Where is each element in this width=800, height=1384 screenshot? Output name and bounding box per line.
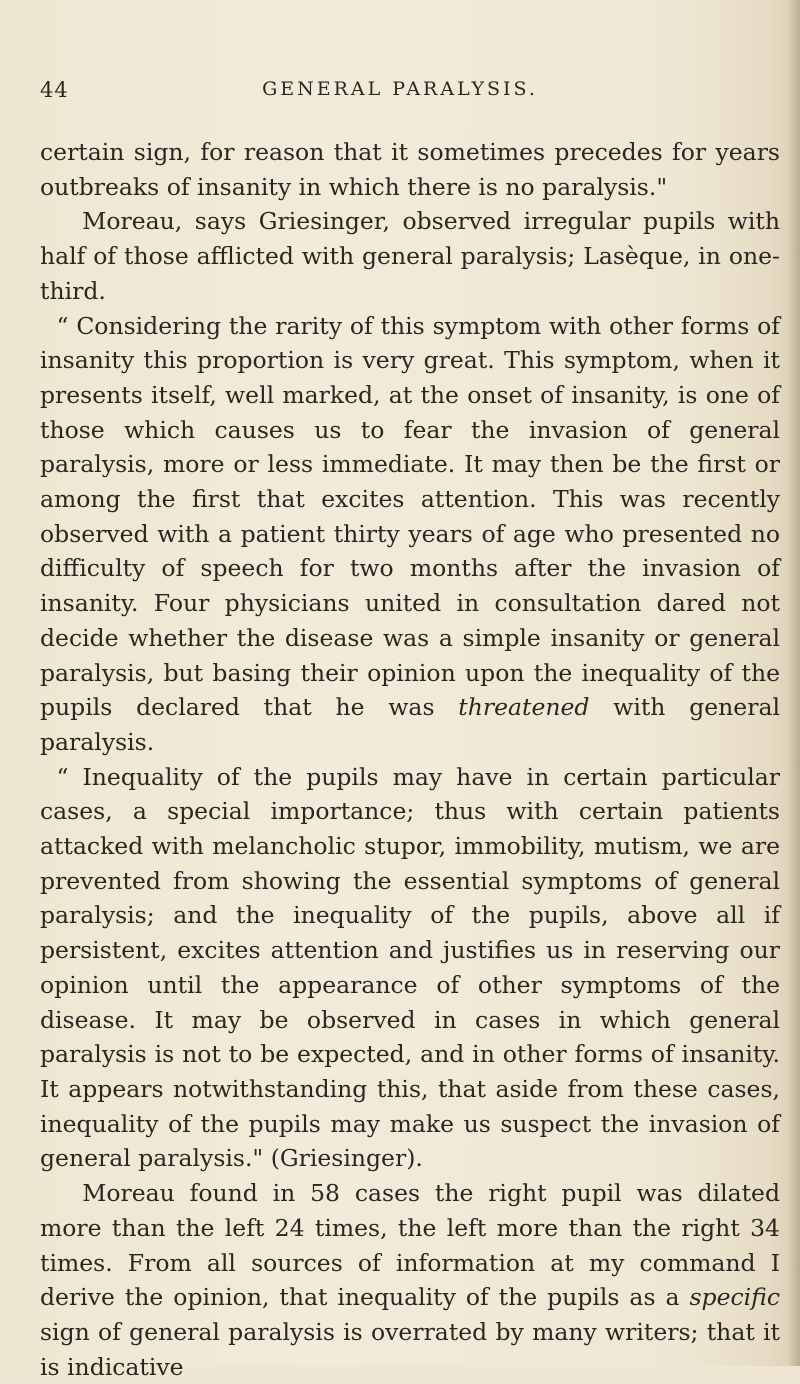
page-edge: [786, 0, 800, 1366]
page-header: [40, 78, 760, 114]
paragraph-3-tail: with general paralysis.: [40, 693, 780, 756]
paragraph-4: “ Inequality of the pupils may have in certain particular cases, a special importance; thus with certain patients attacked with melancholic stupor, immobility, mutism, we are prevented from showing the essential symptoms of general paralysis; and the inequality of the pupils, above all if persistent, excites attention and justifies us in reserving our opinion until the appearance of other symptoms of the disease. It may be observed in cases in which general paralysis is not to be expected, and in other forms of insanity. It appears notwithstanding this, that aside from these cases, inequality of the pupils may make us suspect the invasion of general paralysis." (Griesinger).: [40, 762, 780, 1173]
paragraph-3: [40, 309, 780, 760]
paragraph-1: certain sign, for reason that it sometimes precedes for years outbreaks of insanity in which there is no paralysis.": [40, 138, 780, 201]
paragraph-2: Moreau, says Griesinger, observed irregular pupils with half of those afflicted with general paralysis; Lasèque, in one-third.: [40, 207, 780, 305]
emphasis-threatened: threatened: [458, 693, 590, 722]
paragraph-5: [40, 1176, 780, 1384]
emphasis-specific: specific: [689, 1283, 780, 1312]
page-number: 44: [40, 78, 69, 102]
paragraph-5-text: Moreau found in 58 cases the right pupil was dilated more than the left 24 times, the left more than the right 34 times. From all sources of information at my command I derive the opinion, that inequality of the pupils as a: [40, 1179, 780, 1312]
running-head: GENERAL PARALYSIS.: [262, 78, 538, 100]
body-text: [40, 135, 780, 1384]
paragraph-3-text: “ Considering the rarity of this symptom with other forms of insanity this proportion is very great. This symptom, when it presents itself, well marked, at the onset of insanity, is one of those which causes us to fear the invasion of general paralysis, more or less immediate. It may then be the first or among the first that excites attention. This was recently observed with a patient thirty years of age who presented no difficulty of speech for two months after the invasion of insanity. Four physicians united in consultation dared not decide whether the disease was a simple insanity or general paralysis, but basing their opinion upon the inequality of the pupils declared that he was: [40, 311, 780, 722]
paragraph-5-tail: sign of general paralysis is overrated by many writers; that it is indicative: [40, 1317, 780, 1381]
